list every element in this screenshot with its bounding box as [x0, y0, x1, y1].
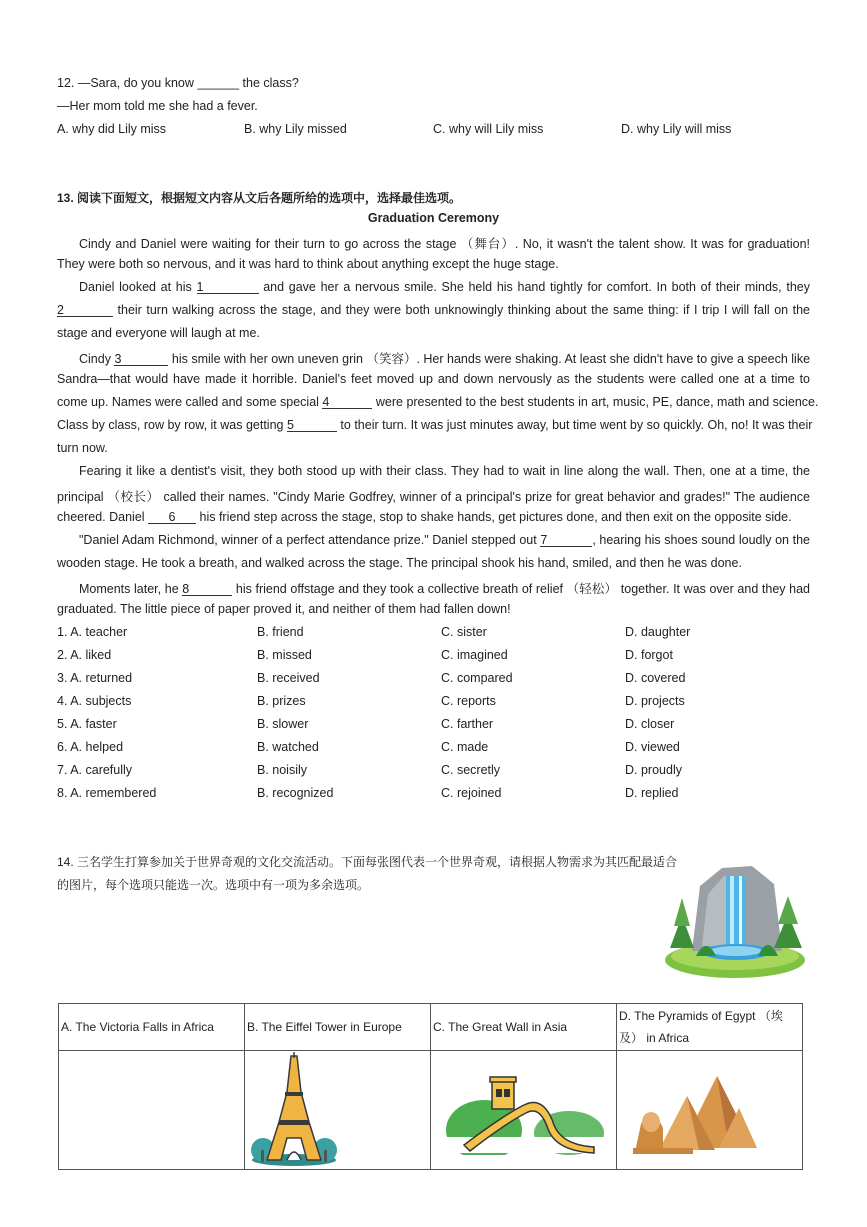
great-wall-illustration	[444, 1075, 604, 1155]
blank-1[interactable]: 1	[197, 281, 259, 294]
passage-text: his smile with her own uneven grin （笑容）. Her hands were shaking. At least she didn't have to give a speech like	[168, 352, 811, 366]
passage-line	[57, 303, 810, 317]
passage-line	[57, 349, 810, 367]
passage-line	[57, 510, 810, 524]
q12-option-d[interactable]: D. why Lily will miss	[621, 122, 732, 136]
passage-title: Graduation Ceremony	[367, 211, 500, 225]
blank-7[interactable]: 7	[540, 534, 592, 547]
wonders-table	[58, 1003, 803, 1170]
header-d	[617, 1004, 803, 1051]
blank-3[interactable]: 3	[114, 353, 168, 366]
option-1b[interactable]: B. friend	[257, 625, 304, 639]
option-2b[interactable]: B. missed	[257, 648, 312, 662]
header-b: B. The Eiffel Tower in Europe	[245, 1004, 431, 1051]
option-7b[interactable]: B. noisily	[257, 763, 308, 777]
image-cell-a	[59, 1051, 245, 1170]
option-7c[interactable]: C. secretly	[441, 763, 501, 777]
passage-line	[57, 280, 810, 294]
option-1d[interactable]: D. daughter	[625, 625, 691, 639]
q13-instruction: 13. 阅读下面短文，根据短文内容从文后各题所给的选项中，选择最佳选项。	[57, 191, 462, 205]
image-cell-c	[431, 1051, 617, 1170]
q12-option-c[interactable]: C. why will Lily miss	[433, 122, 544, 136]
option-4b[interactable]: B. prizes	[257, 694, 306, 708]
option-5a[interactable]: 5. A. faster	[57, 717, 117, 731]
pyramids-illustration	[629, 1068, 759, 1158]
option-3d[interactable]: D. covered	[625, 671, 686, 685]
option-5b[interactable]: B. slower	[257, 717, 309, 731]
option-2a[interactable]: 2. A. liked	[57, 648, 112, 662]
option-8b[interactable]: B. recognized	[257, 786, 334, 800]
eiffel-tower-illustration	[249, 1052, 339, 1168]
option-3c[interactable]: C. compared	[441, 671, 513, 685]
option-8d[interactable]: D. replied	[625, 786, 679, 800]
header-c: C. The Great Wall in Asia	[431, 1004, 617, 1051]
table-header-row	[59, 1004, 803, 1051]
option-1a[interactable]: 1. A. teacher	[57, 625, 128, 639]
image-cell-d	[617, 1051, 803, 1170]
q14-instruction-1: 14. 三名学生打算参加关于世界奇观的文化交流活动。下面每张图代表一个世界奇观，请根据人物需求为其匹配最适合	[57, 855, 678, 869]
passage-line: Fearing it like a dentist's visit, they both stood up with their class. They had to wait in line along the wall. Then, one at a time, the	[79, 464, 810, 478]
option-2d[interactable]: D. forgot	[625, 648, 673, 662]
option-4d[interactable]: D. projects	[625, 694, 685, 708]
passage-text: his friend step across the stage, stop to shake hands, get pictures done, and then exit on the opposite side.	[196, 510, 792, 524]
option-4a[interactable]: 4. A. subjects	[57, 694, 132, 708]
passage-line: principal （校长） called their names. "Cindy Marie Godfrey, winner of a principal's prize for great behavior and grades!" The audience	[57, 490, 810, 504]
option-4c[interactable]: C. reports	[441, 694, 496, 708]
header-a: A. The Victoria Falls in Africa	[59, 1004, 245, 1051]
option-6b[interactable]: B. watched	[257, 740, 319, 754]
option-6d[interactable]: D. viewed	[625, 740, 680, 754]
q12-option-a[interactable]: A. why did Lily miss	[57, 122, 167, 136]
blank-8[interactable]: 8	[182, 583, 232, 596]
blank-6[interactable]: 6	[148, 511, 196, 524]
passage-text: his friend offstage and they took a collective breath of relief （轻松） together. It was over and they had	[232, 582, 810, 596]
passage-text: Cindy	[79, 352, 115, 366]
option-8c[interactable]: C. rejoined	[441, 786, 502, 800]
passage-line	[57, 418, 813, 432]
passage-line: turn now.	[57, 441, 108, 455]
blank-2[interactable]: 2	[57, 304, 113, 317]
passage-text: and gave her a nervous smile. She held his hand tightly for comfort. In both of their minds, they	[258, 280, 810, 294]
passage-text: Moments later, he	[79, 582, 183, 596]
passage-text: their turn walking across the stage, and they were both unknowingly thinking about the same thing: if I trip I will fall on the	[113, 303, 810, 317]
passage-line: Sandra—that would have made it horrible. Daniel's feet moved up and down nervously as the students were called one at a time to	[57, 372, 810, 386]
image-cell-b	[245, 1051, 431, 1170]
passage-line: Cindy and Daniel were waiting for their turn to go across the stage （舞台）. No, it wasn't the talent show. It was for graduation!	[79, 237, 810, 251]
passage-line: wooden stage. He took a breath, and walked across the stage. The principal shook his hand, smiled, and then he was done.	[57, 556, 742, 570]
header-d-line2: 及） in Africa	[619, 1031, 690, 1045]
option-3a[interactable]: 3. A. returned	[57, 671, 133, 685]
passage-line: They were both so nervous, and it was hard to think about anything except the huge stage.	[57, 257, 559, 271]
q14-instruction-2: 的图片，每个选项只能选一次。选项中有一项为多余选项。	[57, 878, 370, 892]
option-6a[interactable]: 6. A. helped	[57, 740, 124, 754]
option-8a[interactable]: 8. A. remembered	[57, 786, 157, 800]
passage-text: were presented to the best students in art, music, PE, dance, math and science.	[372, 395, 819, 409]
option-1c[interactable]: C. sister	[441, 625, 487, 639]
passage-text: cheered. Daniel	[57, 510, 149, 524]
option-7a[interactable]: 7. A. carefully	[57, 763, 133, 777]
passage-line	[57, 395, 819, 409]
waterfall-illustration	[662, 856, 808, 982]
passage-text: Class by class, row by row, it was getting	[57, 418, 287, 432]
option-5d[interactable]: D. closer	[625, 717, 675, 731]
option-3b[interactable]: B. received	[257, 671, 320, 685]
option-2c[interactable]: C. imagined	[441, 648, 508, 662]
passage-text: , hearing his shoes sound loudly on the	[592, 533, 810, 547]
blank-5[interactable]: 5	[287, 419, 337, 432]
passage-line	[57, 579, 810, 597]
q12-stem: 12. —Sara, do you know ______ the class?	[57, 76, 299, 90]
passage-text: Daniel looked at his	[79, 280, 197, 294]
table-image-row	[59, 1051, 803, 1170]
passage-line: stage and everyone will laugh at me.	[57, 326, 260, 340]
passage-text: come up. Names were called and some special	[57, 395, 323, 409]
q12-option-b[interactable]: B. why Lily missed	[244, 122, 347, 136]
passage-line: graduated. The little piece of paper proved it, and neither of them had fallen down!	[57, 602, 511, 616]
passage-text: "Daniel Adam Richmond, winner of a perfect attendance prize." Daniel stepped out	[79, 533, 541, 547]
option-6c[interactable]: C. made	[441, 740, 489, 754]
passage-text: to their turn. It was just minutes away, but time went by so quickly. Oh, no! It was their	[336, 418, 813, 432]
option-7d[interactable]: D. proudly	[625, 763, 682, 777]
q12-reply: —Her mom told me she had a fever.	[57, 99, 258, 113]
option-5c[interactable]: C. farther	[441, 717, 494, 731]
blank-4[interactable]: 4	[322, 396, 372, 409]
passage-line	[57, 533, 810, 547]
header-d-line1: D. The Pyramids of Egypt （埃	[619, 1009, 783, 1023]
